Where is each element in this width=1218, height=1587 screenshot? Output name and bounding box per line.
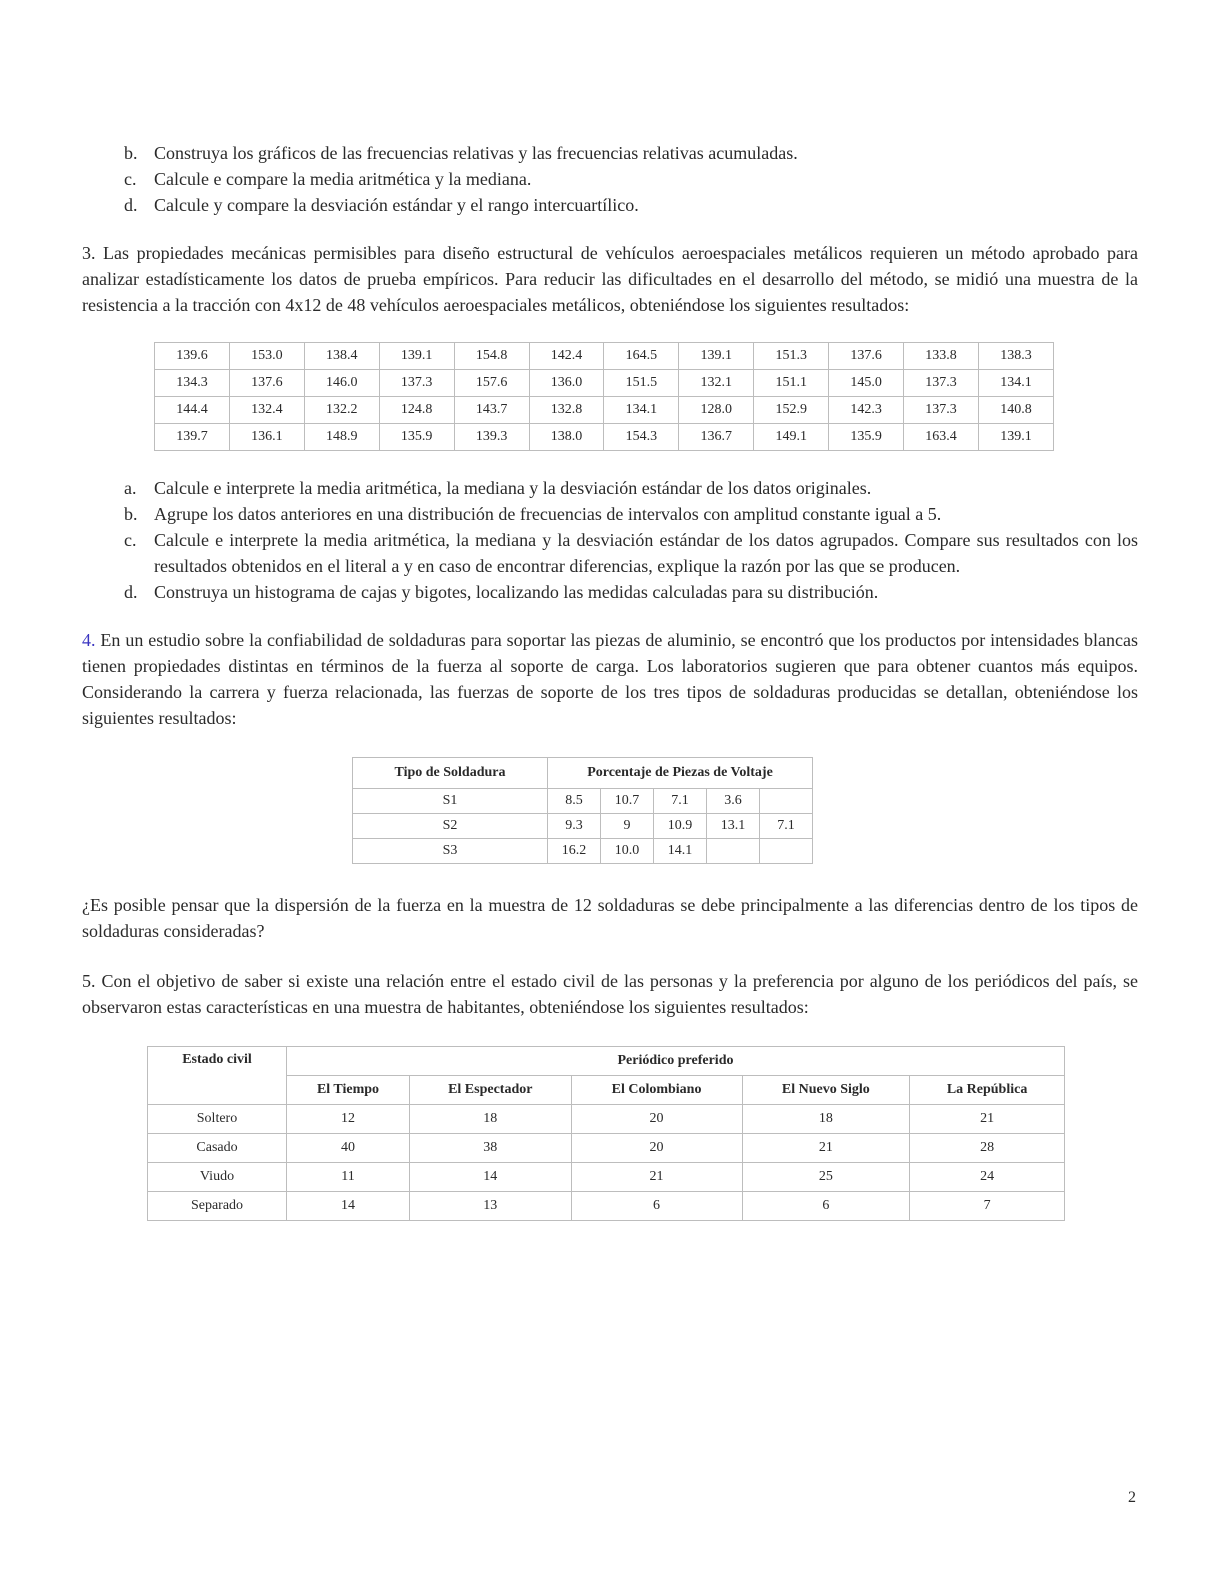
page-number: 2 — [1128, 1489, 1136, 1506]
column-header: Porcentaje de Piezas de Voltaje — [548, 758, 813, 789]
question-3-text: 3. Las propiedades mecánicas permisibles para diseño estructural de vehículos aeroespaciales metálicos requieren un método aprobado para analizar estadísticamente los datos de prueba empíricos. Para reducir las dificultades en el desarrollo del método, se midió una muestra de la resistencia a la tracción con 4x12 de 48 vehículos aeroespaciales metálicos, obteniéndose los siguientes resultados: — [82, 243, 1138, 315]
table-row: S2 9.3 9 10.9 13.1 7.1 — [353, 814, 813, 839]
table-row: 139.7 136.1 148.9 135.9 139.3 138.0 154.3 136.7 149.1 135.9 163.4 139.1 — [155, 424, 1054, 451]
list-question-3 — [82, 475, 1138, 605]
table-header-row — [353, 758, 813, 789]
table-row: S1 8.5 10.7 7.1 3.6 — [353, 789, 813, 814]
table-row: 144.4 132.4 132.2 124.8 143.7 132.8 134.1 128.0 152.9 142.3 137.3 140.8 — [155, 397, 1054, 424]
question-4-number: 4. — [82, 630, 96, 650]
table-header-row — [148, 1047, 1065, 1076]
table-row: 139.6 153.0 138.4 139.1 154.8 142.4 164.5 139.1 151.3 137.6 133.8 138.3 — [155, 343, 1054, 370]
document-page — [82, 140, 1138, 1221]
list-item: d. Construya un histograma de cajas y bigotes, localizando las medidas calculadas para su distribución. — [124, 582, 879, 602]
question-4-text: 4. En un estudio sobre la confiabilidad de soldaduras para soportar las piezas de aluminio, se encontró que los productos por intensidades blancas tienen propiedades distintas en términos de la fuerza al soporte de carga. Los laboratorios sugieren que para obtener cuantos más equipos. Considerando la carrera y fuerza relacionada, las fuerzas de soporte de los tres tipos de soldaduras producidas se detallan, obteniéndose los siguientes resultados: — [82, 630, 1138, 728]
table-row: 134.3 137.6 146.0 137.3 157.6 136.0 151.5 132.1 151.1 145.0 137.3 134.1 — [155, 370, 1054, 397]
column-header: El Nuevo Siglo — [742, 1076, 910, 1105]
column-header: El Espectador — [410, 1076, 572, 1105]
column-header: Tipo de Soldadura — [353, 758, 548, 789]
column-header: El Tiempo — [287, 1076, 410, 1105]
table-row: Soltero 12 18 20 18 21 — [148, 1105, 1065, 1134]
list-item: c. Calcule e interprete la media aritmética, la mediana y la desviación estándar de los datos agrupados. Compare sus resultados con los resultados obtenidos en el literal a y en caso de encontrar diferencias, explique la razón por las que se producen. — [124, 530, 1138, 576]
list-item: a. Calcule e interprete la media aritmética, la mediana y la desviación estándar de los datos originales. — [124, 478, 872, 498]
table-row: Viudo 11 14 21 25 24 — [148, 1163, 1065, 1192]
question-4-prompt: ¿Es posible pensar que la dispersión de la fuerza en la muestra de 12 soldaduras se debe principalmente a las diferencias dentro de los tipos de soldaduras consideradas? — [82, 895, 1138, 941]
list-item: b. Agrupe los datos anteriores en una distribución de frecuencias de intervalos con amplitud constante igual a 5. — [124, 504, 942, 524]
list-top — [82, 140, 1138, 218]
column-header: Estado civil — [148, 1047, 287, 1105]
table-row: Casado 40 38 20 21 28 — [148, 1134, 1065, 1163]
tensile-strength-table — [154, 342, 1054, 451]
welding-failure-table — [352, 757, 813, 864]
list-item: b. Construya los gráficos de las frecuencias relativas y las frecuencias relativas acumuladas. — [124, 143, 798, 163]
list-item: d. Calcule y compare la desviación estándar y el rango intercuartílico. — [124, 195, 639, 215]
column-header: La República — [910, 1076, 1065, 1105]
group-header: Periódico preferido — [287, 1047, 1065, 1076]
question-5-text: 5. Con el objetivo de saber si existe una relación entre el estado civil de las personas y la preferencia por alguno de los periódicos del país, se observaron estas características en una muestra de habitantes, obteniéndose los siguientes resultados: — [82, 971, 1138, 1017]
list-item: c. Calcule e compare la media aritmética y la mediana. — [124, 169, 532, 189]
table-row: Separado 14 13 6 6 7 — [148, 1192, 1065, 1221]
newspaper-preference-table — [147, 1046, 1065, 1221]
table-row: S3 16.2 10.0 14.1 — [353, 839, 813, 864]
column-header: El Colombiano — [571, 1076, 742, 1105]
